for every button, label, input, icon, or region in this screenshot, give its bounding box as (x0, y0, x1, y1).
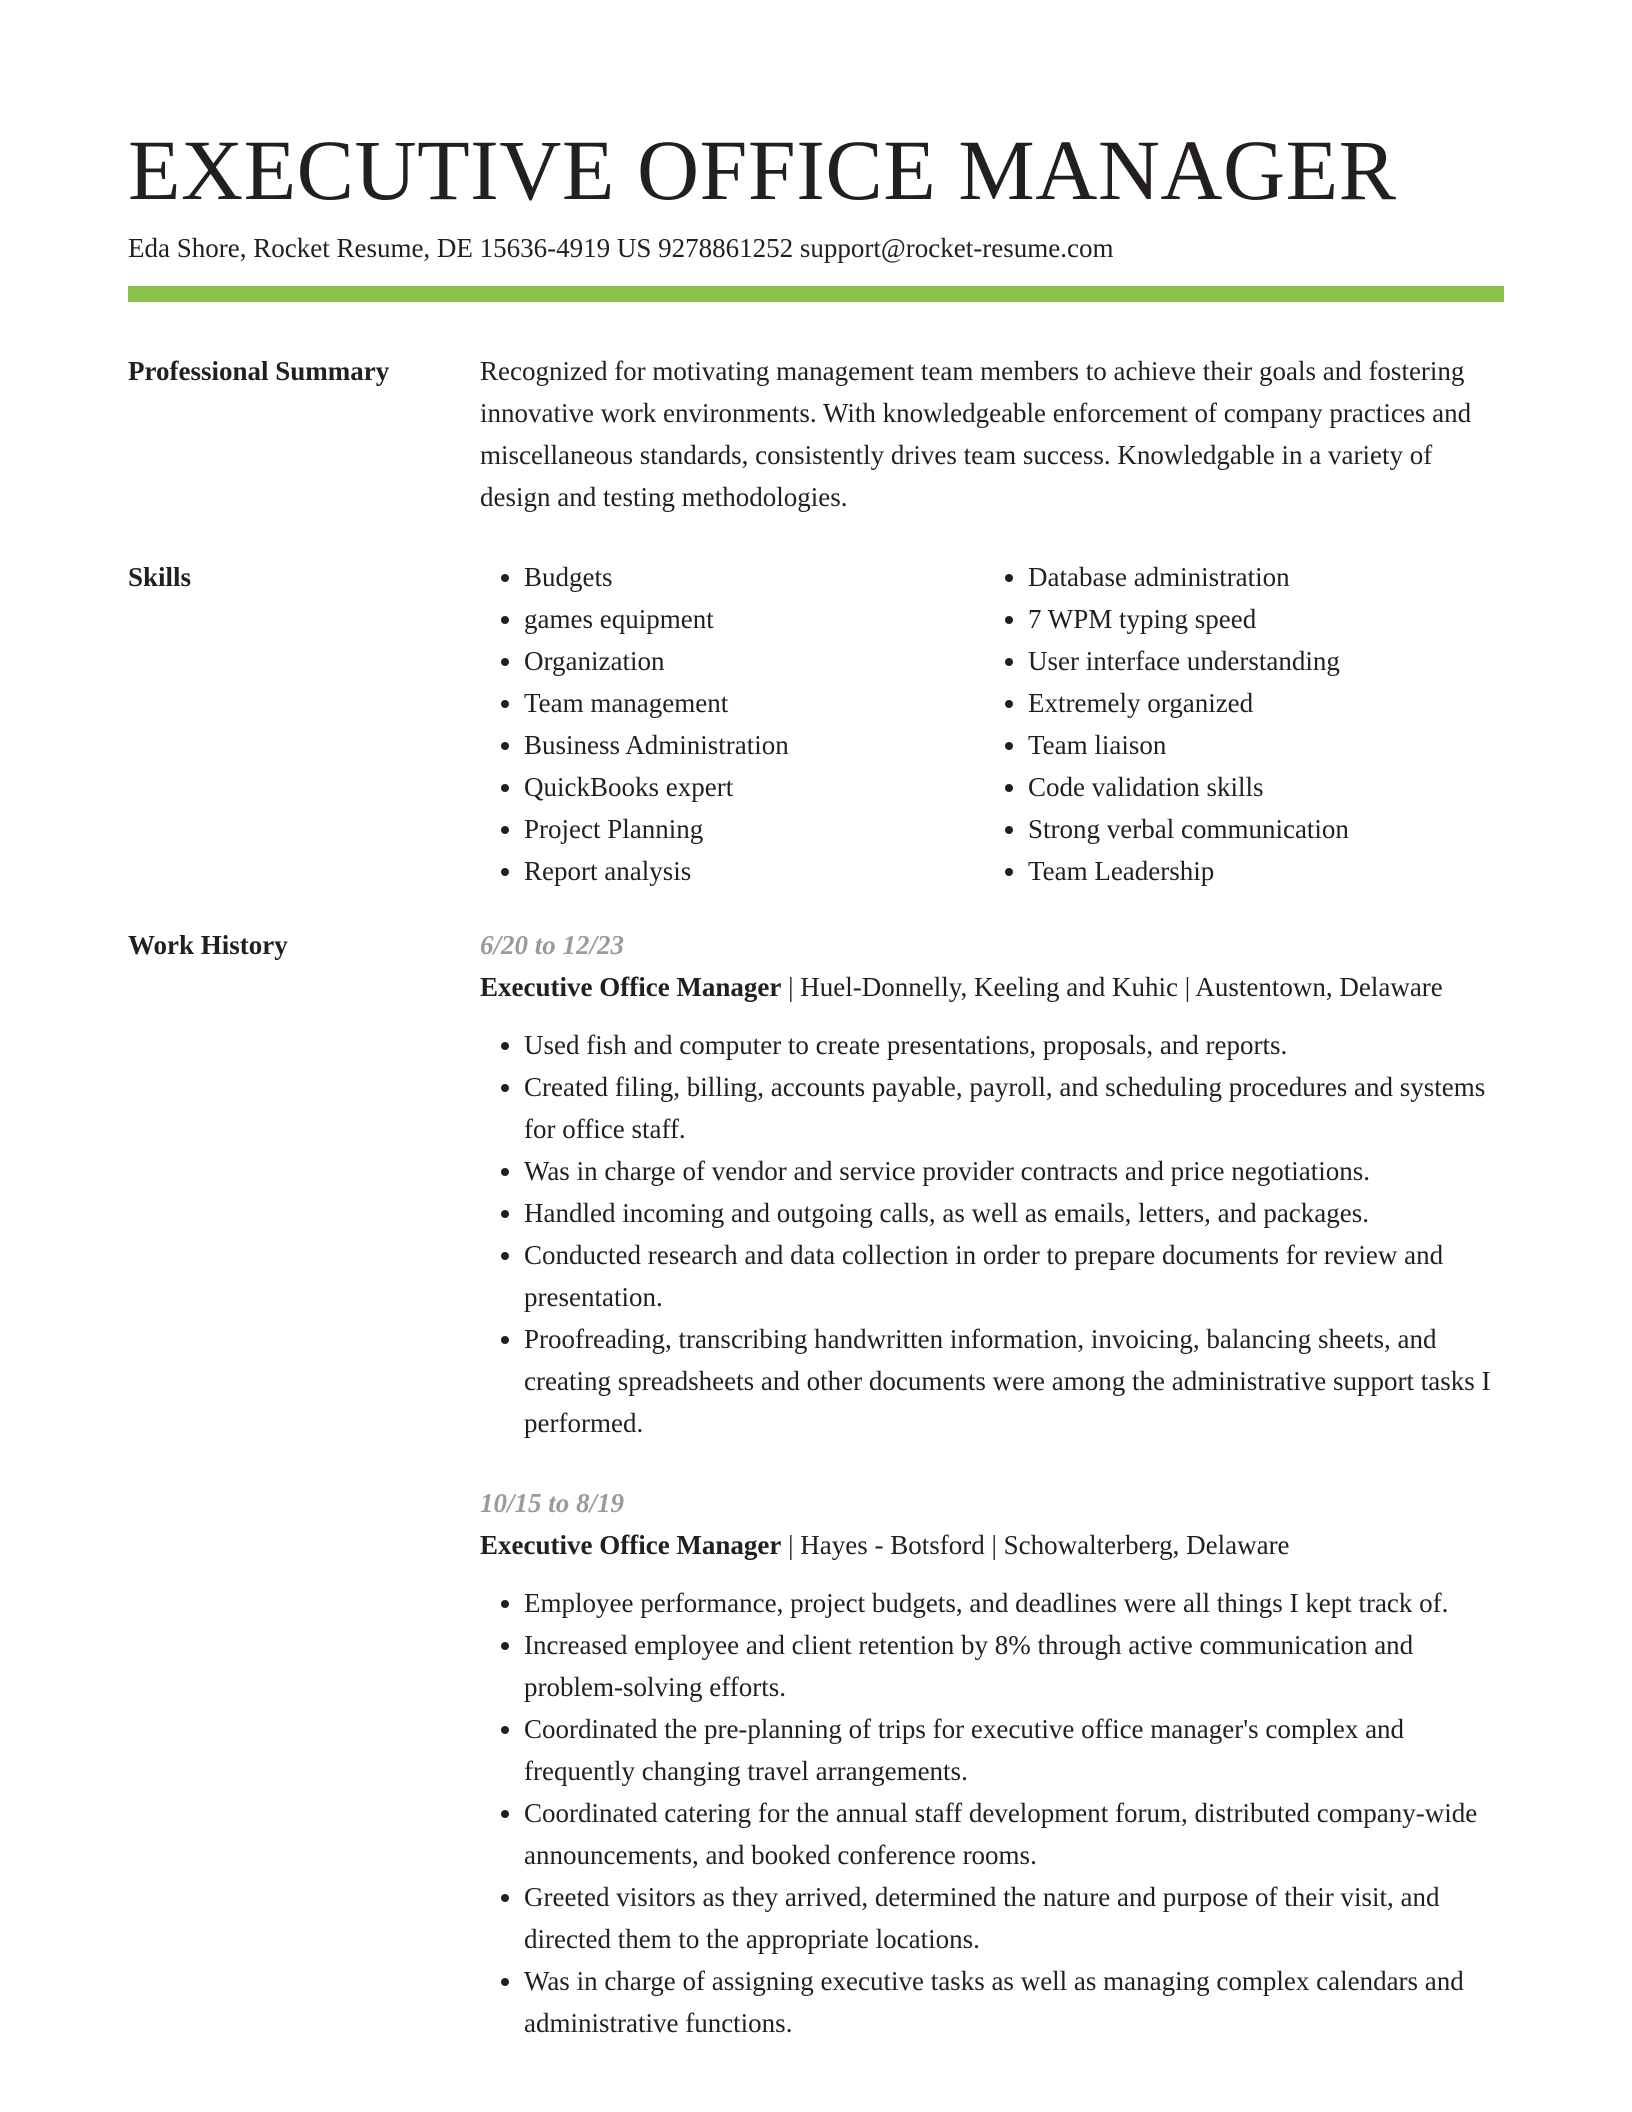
job-bullet: • Conducted research and data collection in order to prepare documents for review and presentation. (524, 1234, 1504, 1318)
skill-item: • QuickBooks expert (524, 766, 984, 808)
skill-item: • Code validation skills (1028, 766, 1488, 808)
skill-item: • Organization (524, 640, 984, 682)
skill-item: • games equipment (524, 598, 984, 640)
job-bullet: • Greeted visitors as they arrived, determined the nature and purpose of their visit, and directed them to the appropriate locations. (524, 1876, 1504, 1960)
skills-list-left (480, 556, 984, 892)
job-employer-location: | Hayes - Botsford | Schowalterberg, Delaware (781, 1530, 1290, 1560)
job-heading (480, 966, 1504, 1008)
work-history-heading: Work History (128, 930, 288, 960)
job-heading (480, 1524, 1504, 1566)
skill-item: • Report analysis (524, 850, 984, 892)
job-bullet: • Employee performance, project budgets, and deadlines were all things I kept track of. (524, 1582, 1504, 1624)
resume-title: EXECUTIVE OFFICE MANAGER (128, 122, 1397, 218)
contact-line: Eda Shore, Rocket Resume, DE 15636-4919 US 9278861252 support@rocket-resume.com (128, 233, 1114, 263)
job-bullet: • Increased employee and client retention by 8% through active communication and problem-solving efforts. (524, 1624, 1504, 1708)
job-bullet: • Was in charge of assigning executive tasks as well as managing complex calendars and administrative functions. (524, 1960, 1504, 2044)
job-bullet: • Coordinated catering for the annual staff development forum, distributed company-wide announcements, and booked conference rooms. (524, 1792, 1504, 1876)
header-divider (128, 286, 1504, 302)
job-entry (480, 924, 1504, 1444)
job-bullet: • Coordinated the pre-planning of trips for executive office manager's complex and frequently changing travel arrangements. (524, 1708, 1504, 1792)
work-history-section (128, 924, 1504, 2044)
skills-list-right (984, 556, 1488, 892)
job-bullet: • Created filing, billing, accounts payable, payroll, and scheduling procedures and systems for office staff. (524, 1066, 1504, 1150)
skill-item: • Team liaison (1028, 724, 1488, 766)
job-bullets (480, 1024, 1504, 1444)
summary-text: Recognized for motivating management team members to achieve their goals and fostering innovative work environments. With knowledgeable enforcement of company practices and miscellaneous standards, consistently drives team success. Knowledgable in a variety of design and testing methodologies. (480, 356, 1472, 512)
work-history-body (480, 924, 1504, 2044)
resume-page (128, 120, 1504, 2044)
skills-columns (480, 556, 1504, 892)
job-bullet: • Used fish and computer to create presentations, proposals, and reports. (524, 1024, 1504, 1066)
job-dates: 6/20 to 12/23 (480, 930, 625, 960)
skill-item: • Team management (524, 682, 984, 724)
skill-item: • Strong verbal communication (1028, 808, 1488, 850)
skill-item: • 7 WPM typing speed (1028, 598, 1488, 640)
skill-item: • Extremely organized (1028, 682, 1488, 724)
skill-item: • Budgets (524, 556, 984, 598)
job-title: Executive Office Manager (480, 972, 782, 1002)
job-bullet: • Proofreading, transcribing handwritten information, invoicing, balancing sheets, and creating spreadsheets and other documents were among the administrative support tasks I performed. (524, 1318, 1504, 1444)
job-bullet: • Handled incoming and outgoing calls, as well as emails, letters, and packages. (524, 1192, 1504, 1234)
skill-item: • Team Leadership (1028, 850, 1488, 892)
job-bullets (480, 1582, 1504, 2044)
skill-item: • Database administration (1028, 556, 1488, 598)
skills-heading: Skills (128, 562, 192, 592)
summary-heading: Professional Summary (128, 356, 390, 386)
job-dates: 10/15 to 8/19 (480, 1488, 625, 1518)
job-bullet: • Was in charge of vendor and service provider contracts and price negotiations. (524, 1150, 1504, 1192)
summary-section (128, 350, 1504, 518)
job-employer-location: | Huel-Donnelly, Keeling and Kuhic | Austentown, Delaware (781, 972, 1443, 1002)
skills-section (128, 556, 1504, 892)
skill-item: • Business Administration (524, 724, 984, 766)
job-entry (480, 1482, 1504, 2044)
skill-item: • User interface understanding (1028, 640, 1488, 682)
skill-item: • Project Planning (524, 808, 984, 850)
job-title: Executive Office Manager (480, 1530, 782, 1560)
